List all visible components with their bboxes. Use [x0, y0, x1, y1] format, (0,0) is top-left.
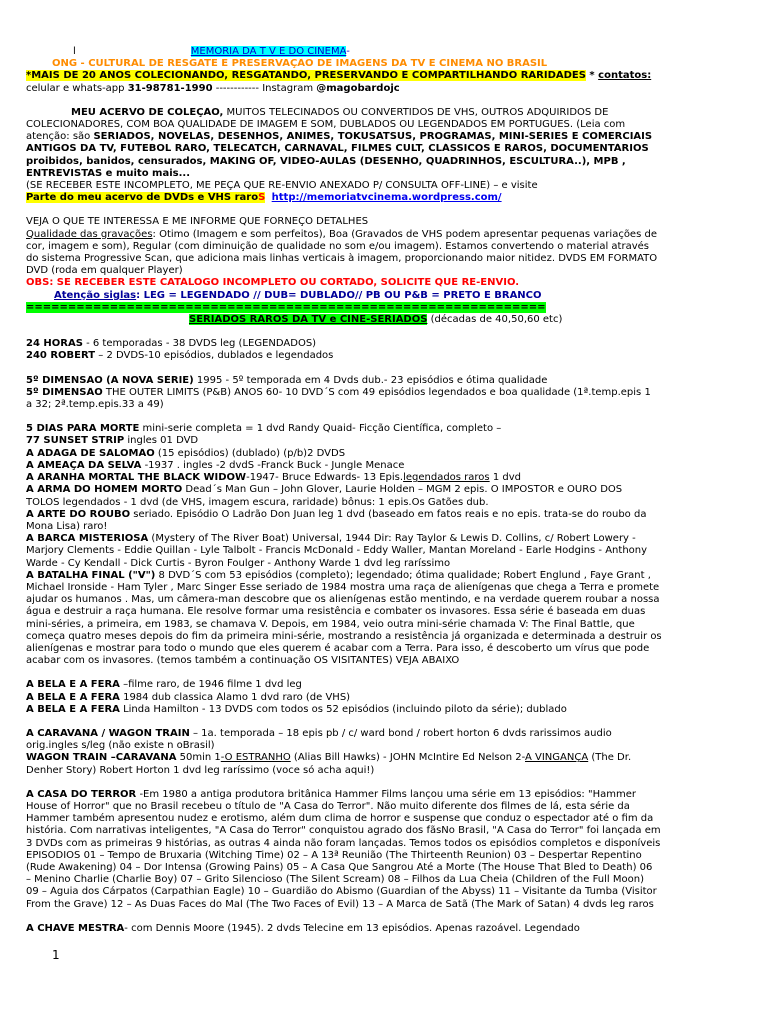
contact-instagram: @magobardojc: [316, 82, 400, 94]
intro-paragraph: [26, 107, 748, 205]
section-title: SERIADOS RAROS DA TV e CINE-SERIADOS: [189, 314, 428, 326]
list-item: A BARCA MISTERIOSA (Mystery of The River Boat) Universal, 1944 Dir: Ray Taylor & Lewis D. Collins, c/ Robert Lowery - Marjory Clements - Eddie Quillan - Lyle Talbolt - Francis McDonald - Eddy Waller, Mantan Moreland - Earle Hodgins - Anthony Warde - Cy Kendall - Dick Curtis - Byron Foulger - Anthony Warde 1 dvd leg raríssimo: [26, 533, 648, 569]
list-item: A BELA E A FERA –filme raro, de 1946 filme 1 dvd leg: [26, 679, 302, 691]
intro-line-2: COLECIONADORES, COM BOA QUALIDADE DE IMAGEM E SOM, DUBLADOS OU LEGENDADOS EM PORTUGUES. (Leia com: [26, 119, 626, 131]
list-item: A CASA DO TERROR -Em 1980 a antiga produtora britânica Hammer Films lançou uma série em 13 episódios: "Hammer House of Horror" que no Brasil recebeu o título de "A Casa do Terror". Não muito diferente dos filmes de lá, esta série da Hammer também apresentou nudez e erotismo, além dum clima de horror e suspense que conduz o espectador até o fim da história. Com narrativas inteligentes, "A Casa do Terror" conquistou agrado dos fãsNo Brasil, "A Casa do Terror" foi lançada em 3 DVDs com as primeiras 9 histórias, as outras 4 ainda não foram lançadas. Temos todos os episódios completos e disponíveis EPISÓDIOS 01 – Tempo de Bruxaria (Witching Time) 02 – A 13ª Reunião (The Thirteenth Reunion) 03 – Despertar Repentino (Rude Awakening) 04 – Dor Intensa (Growing Pains) 05 – A Casa Que Sangrou Até a Morte (The House That Bled to Death) 06 – Menino Charlie (Charlie Boy) 07 – Grito Silencioso (The Silent Scream) 08 – Filhos da Lua Cheia (Children of the Full Moon) 09 – Águia dos Cárpatos (Carpathian Eagle) 10 – Guardião do Abismo (Guardian of the Abyss) 11 – Visitante da Tumba (Visitor From the Grave) 12 – As Duas Faces do Mal (The Two Faces of Evil) 13 – A Marca de Satã (The Mark of Satan) 4 dvds leg raros: [26, 788, 661, 910]
list-item: 5º DIMENSÃO (A NOVA SÉRIE) 1995 - 5º temporada em 4 Dvds dub.- 23 episódios e ótima qualidade: [26, 374, 548, 386]
obs-warning: OBS: SE RECEBER ESTE CATÁLOGO INCOMPLETO OU CORTADO, SOLICITE QUE RE-ENVIO.: [26, 277, 520, 289]
contact-phone: 31-98781-1990: [127, 82, 213, 94]
acervo-s: S: [258, 192, 266, 204]
tagline: *MAIS DE 20 ANOS COLECIONANDO, RESGATANDO, PRESERVANDO E COMPARTILHANDO RARIDADES: [26, 70, 586, 82]
document-body: [26, 46, 748, 935]
list-item: A ARTE DO ROUBO seriado. Episódio O Ladrão Don Juan leg 1 dvd (baseado em fatos reais e no epis. trata-se do roubo da Mona Lisa) raro!: [26, 508, 647, 532]
intro-line-6: ENTREVISTAS e muito mais...: [26, 167, 190, 179]
document-title: MEMÓRIA DA T V E DO CINEMA: [190, 46, 347, 57]
intro-line-7: (SE RECEBER ESTE INCOMPLETO, ME PEÇA QUE RE-ENVIO ANEXADO P/ CONSULTA OFF-LINE) – e visite: [26, 180, 538, 192]
list-item: 5º DIMENSÃO THE OUTER LIMITS (P&B) ANOS 60- 10 DVD´S com 49 episódios legendados e boa qualidade (1ª.temp.epis 1 a 32; 2ª.temp.epis.33 a 49): [26, 386, 651, 411]
intro-lead: MEU ACERVO DE COLEÇÃO,: [71, 106, 224, 118]
separator-line: ==============================================================: [26, 301, 546, 313]
list-item: A CARAVANA / WAGON TRAIN – 1a. temporada – 18 epis pb / c/ ward bond / robert horton 6 dvds rarissimos audio orig.ingles s/leg (não existe n oBrasil): [26, 727, 612, 752]
list-item: A BATALHA FINAL ("V") 8 DVD´S com 53 episódios (completo); legendado; ótima qualidade; Robert Englund , Faye Grant , Michael Ironside - Ham Tyler , Marc Singer Esse seriado de 1984 mostra uma raça de alienígenas que chega a Terra e promete ajudar os humanos . Mas, um câmera-man descobre que os alienígenas estão mentindo, e na verdade querem roubar a nossa água e destruir a raça humana. Ele resolve formar uma resistência e combater os invasores. Essa série é baseada em duas mini-séries, a primeira, em 1983, se chamava V. Depois, em 1984, veio outra mini-série chamada V: The Final Battle, que começa quatro meses depois do fim da primeira mini-série, mostrando a resistência já organizada e determinada a destruir os alienígenas e mostrar para todo o mundo que eles querem é acabar com a Terra. Para isso, é descoberto um vírus que pode acabar com os invasores. (temos também a continuação OS VISITANTES) VEJA ABAIXO: [26, 569, 662, 667]
intro-line-1: MUITOS TELECINADOS OU CONVERTIDOS DE VHS, OUTROS ADQUIRIDOS DE: [223, 106, 609, 118]
intro-line-5: proibidos, banidos, censurados, MAKING OF, VÍDEO-AULAS (DESENHO, QUADRINHOS, ESCULTURA..), MPB ,: [26, 155, 626, 167]
quality-line-4: DVD (roda em qualquer Player): [26, 265, 183, 277]
intro-line-3a: atenção: são: [26, 131, 94, 143]
quality-label: Qualidade das gravações: [26, 228, 153, 240]
contact-text-b: ------------ Instagram: [212, 82, 317, 94]
list-item: A ARANHA MORTAL THE BLACK WIDOW-1947- Bruce Edwards- 13 Epis.legendados raros 1 dvd: [26, 472, 521, 484]
quality-line-1: : Ótimo (Imagem e som perfeitos), Boa (Gravados de VHS podem apresentar pequenas variações de: [152, 228, 657, 240]
list-item: 77 SUNSET STRIP ingles 01 DVD: [26, 435, 199, 447]
quality-line-3: do sistema Progressive Scan, que adiciona mais linhas verticais à imagem, proporcionando maior nitidez. DVDS EM FORMATO: [26, 253, 658, 265]
list-item: 24 HORAS - 6 temporadas - 38 DVDS leg (LEGENDADOS): [26, 338, 317, 350]
document-subtitle: ONG - CULTURAL DE RESGATE E PRESERVAÇÃO DE IMAGENS DA TV E CINEMA NO BRASIL: [52, 58, 548, 70]
intro-line-4: ANTIGOS DA TV, FUTEBOL RARO, TELECATCH, CARNAVAL, FILMES CULT, CLÁSSICOS E RAROS, DOCUMENTÁRIOS: [26, 143, 649, 155]
siglas-label: Atenção siglas: [54, 289, 137, 301]
veja-line: VEJA O QUE TE INTERESSA E ME INFORME QUE FORNEÇO DETALHES: [26, 216, 369, 228]
list-item: WAGON TRAIN –CARAVANA 50min 1-O ESTRANHO (Alias Bill Hawks) - JOHN McIntire Ed Nelson 2-A VINGANÇA (The Dr. Denher Story) Robert Horton 1 dvd leg raríssimo (voce só acha aqui!): [26, 752, 632, 776]
document-title-line: [26, 46, 748, 58]
title-marker: l: [73, 46, 76, 57]
list-item: 5 DIAS PARA MORTE mini-serie completa = 1 dvd Randy Quaid- Ficção Científica, completo –: [26, 423, 502, 435]
contact-text-a: celular e whats-app: [26, 82, 128, 94]
list-item: A ADAGA DE SALOMÃO (15 episódios) (dublado) (p/b)2 DVDS: [26, 447, 346, 459]
contact-line: [26, 83, 748, 95]
list-item: A ARMA DO HOMEM MORTO Dead´s Man Gun – John Glover, Laurie Holden – MGM 2 epis. O IMPOSTOR e OURO DOS TOLOS legendados - 1 dvd (de VHS, imagem escura, raridade) bônus: 1 epis.Os Gatões dub.: [26, 484, 623, 508]
list-item: A BELA E A FERA Linda Hamilton - 13 DVDS com todos os 52 episódios (incluindo piloto da série); dublado: [26, 703, 567, 715]
acervo-text: Parte do meu acervo de DVDs e VHS raro: [26, 192, 259, 204]
list-item: A CHAVE MESTRA- com Dennis Moore (1945). 2 dvds Telecine em 13 episódios. Apenas razoável. Legendado: [26, 922, 580, 934]
contacts-label: contatos:: [598, 70, 652, 82]
intro-line-3b: SERIADOS, NOVELAS, DESENHOS, ANIMES, TOKUSATSUS, PROGRAMAS, MINI-SÉRIES E COMERCIAIS: [93, 131, 653, 143]
list-item: A BELA E A FERA 1984 dub classica Álamo 1 dvd raro (de VHS): [26, 691, 351, 703]
section-decades: (décadas de 40,50,60 etc): [427, 314, 563, 326]
list-item: 240 ROBERT – 2 DVDS-10 episódios, dublados e legendados: [26, 350, 334, 362]
siglas-text: : LEG = LEGENDADO // DUB= DUBLADO// PB OU P&B = PRETO E BRANCO: [136, 289, 542, 301]
list-item: A AMEAÇA DA SELVA -1937 . ingles -2 dvdS -Franck Buck - Jungle Menace: [26, 459, 405, 471]
quality-line-2: cor, imagem e som), Regular (com diminuição de qualidade no som e/ou imagem). Estamos convertendo o material através: [26, 240, 649, 252]
blog-link[interactable]: http://memoriatvcinema.wordpress.com/: [271, 192, 502, 204]
document-subtitle-line: [26, 58, 748, 70]
title-dash: -: [346, 46, 350, 57]
page-number: 1: [52, 948, 60, 962]
tagline-line: [26, 70, 748, 82]
tagline-star: *: [585, 70, 599, 82]
